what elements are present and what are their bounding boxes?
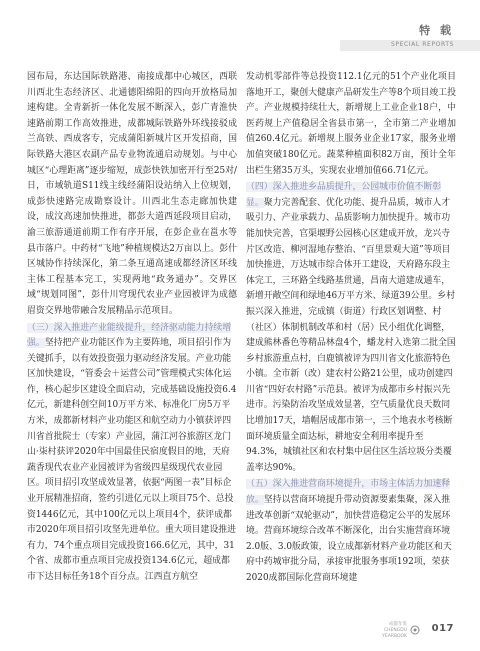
paragraph-business-environment: 坚持以营商环境提升带动资源要素集聚，深入推进改革创新“双轮驱动”，加快营造稳定公平的发展环境。营商环境综合改革不断深化，出台实施营商环境2.0版、3.0版政策，设立成都新材料产业功能区和天府中药城审批分局，承接审批服务事项192项，荣获2020成都国际化营商环境建 <box>246 495 452 583</box>
yearbook-logo <box>363 622 407 640</box>
page-footer <box>0 611 480 651</box>
subsection-heading-4-text: （四）深入推进乡品质提升，公园城市价值不断彰显。 <box>246 182 442 208</box>
page-number: 017 <box>431 623 454 634</box>
paragraph-industry: 坚持把产业功能区作为主要阵地，项目招引作为关键抓手，以有效投资强力驱动经济发展。产业功能区加快建设，“管委会＋运营公司”管理模式实体化运作，核心起步区建设全面启动，完成基础设施投资6.4亿元，新建科创空间10万平方米、标准化厂房5万平方米，成都新材料产业功能区和航空动力小镇获评四川省首批院士（专家）产业园，蒲江河谷旅游区龙门山·柒村获评2020年中国最佳民宿度假目的地，天府蔬香现代农业产业园被评为省级四星级现代农业园区。项目招引攻坚成效显著，依据“两图一表”目标企业开展精准招商，签约引进亿元以上项目75个、总投资1446亿元，其中100亿元以上项目4个，获评成都市2020年项目招引攻坚先进单位。重大项目建设推进有力，74个重点项目完成投资166.6亿元，其中，31个省、成都市重点项目完成投资134.6亿元，超成都市下达目标任务18个百分点。江西直方航空 <box>27 338 237 582</box>
paragraph-continued-right: 发动机零部件等总投资112.1亿元的51个产业化项目落地开工，聚创大健康产品研发生产等8个项目竣工投产。产业规模持续壮大，新增规上工业企业18户，中医药规上产值稳居全省县市第一，全市第二产业增加值260.4亿元。新增规上服务业企业17家，服务业增加值突破180亿元。蔬菜种植面积82万亩，预计全年出栏生猪35万头，实现农业增加值66.71亿元。 <box>246 72 456 176</box>
paragraph-continued: 园布局，东达国际铁路港、南接成都中心城区，西联川西北生态经济区、北通德阳绵阳的四向开放格局加速构建。全青新折一体化发展不断深入，彭广青淮快速路前期工作高效推进，成都城际铁路外环线接驳成兰高铁、西成客专，完成蒲阳新城片区开发招商，国际铁路大港区农副产品专业物流通启动规划。与中心城区“心理距离”逐步缩短，成彭快铁加密开行至25对/日，市域轨道S11线主线经蒲阳设站纳入上位规划，成彭快速路完成勘察设计。川西北生态走廊加快建设，成汶高速加快推进，都彭大道西延段项目启动，渝三旅游通道前期工作有序开展，在彭企业在邕水等县市落户。中药材“飞地”种植规模达2万亩以上。彭什区城协作持续深化，第二条互通高速成都经济区环线主体工程基本完工，实现两地“政务通办”。交界区域“规划同图”，彭什川穹现代农业产业园被评为成德眉资交界地带融合发展精品示范项目。 <box>27 72 237 316</box>
subsection-heading-4 <box>246 180 456 476</box>
subsection-heading-5 <box>246 477 456 586</box>
page-marker-icon <box>410 625 420 635</box>
subsection-heading-3 <box>27 321 237 586</box>
yearbook-logo-line2: CHENGDU YEARBOOK <box>382 628 407 639</box>
right-column <box>246 70 456 610</box>
subsection-heading-3-text: （三）深入推进产业能级提升，经济驱动能力持续增强。 <box>27 322 232 349</box>
page-header <box>0 0 480 62</box>
section-subtitle: SPECIAL REPORTS <box>390 41 454 48</box>
yearbook-logo-line1: 成都年鉴 <box>389 622 407 627</box>
subsection-heading-5-text: （五）深入推进营商环境提升，市场主体活力加速释放。 <box>246 479 451 506</box>
left-column <box>27 70 237 610</box>
paragraph-city-quality: 聚力完善配套、优化功能、提升品质，城市人才吸引力、产业承载力、品质影响力加快提升。城市功能加快完善，官渠堰野公园核心区建成开放，龙兴寺片区改造、柳河湿地存整治、“百里景观大道”等项目加快推进，万达城市综合体开工建设，天府路东段主体完工，三环路全线路基贯通，昌南大道建成通车，新增开敞空间和绿地46万平方米、绿道39公里。乡村振兴深入推进，完成镇（街道）行政区划调整、村（社区）体制机制改革和村（居）民小组优化调整，建成熊林番色等精品林盘4个，蟠龙村入选第二批全国乡村旅游重点村，白鹿镇被评为四川省文化旅游特色小镇。全市新（改）建农村公路21公里，成功创建四川省“四好农村路”示范县。被评为成都市乡村振兴先进市。污染防治攻坚成效显著，空气质量优良天数同比增加17天，墙帽居成都市第一，三个地表水考核断面环境质量全面达标，耕地安全利用率提升至94.3%，城镇社区和农村集中居住区生活垃圾分类覆盖率达90%。 <box>246 197 456 473</box>
section-title: 特 载 <box>419 24 454 37</box>
